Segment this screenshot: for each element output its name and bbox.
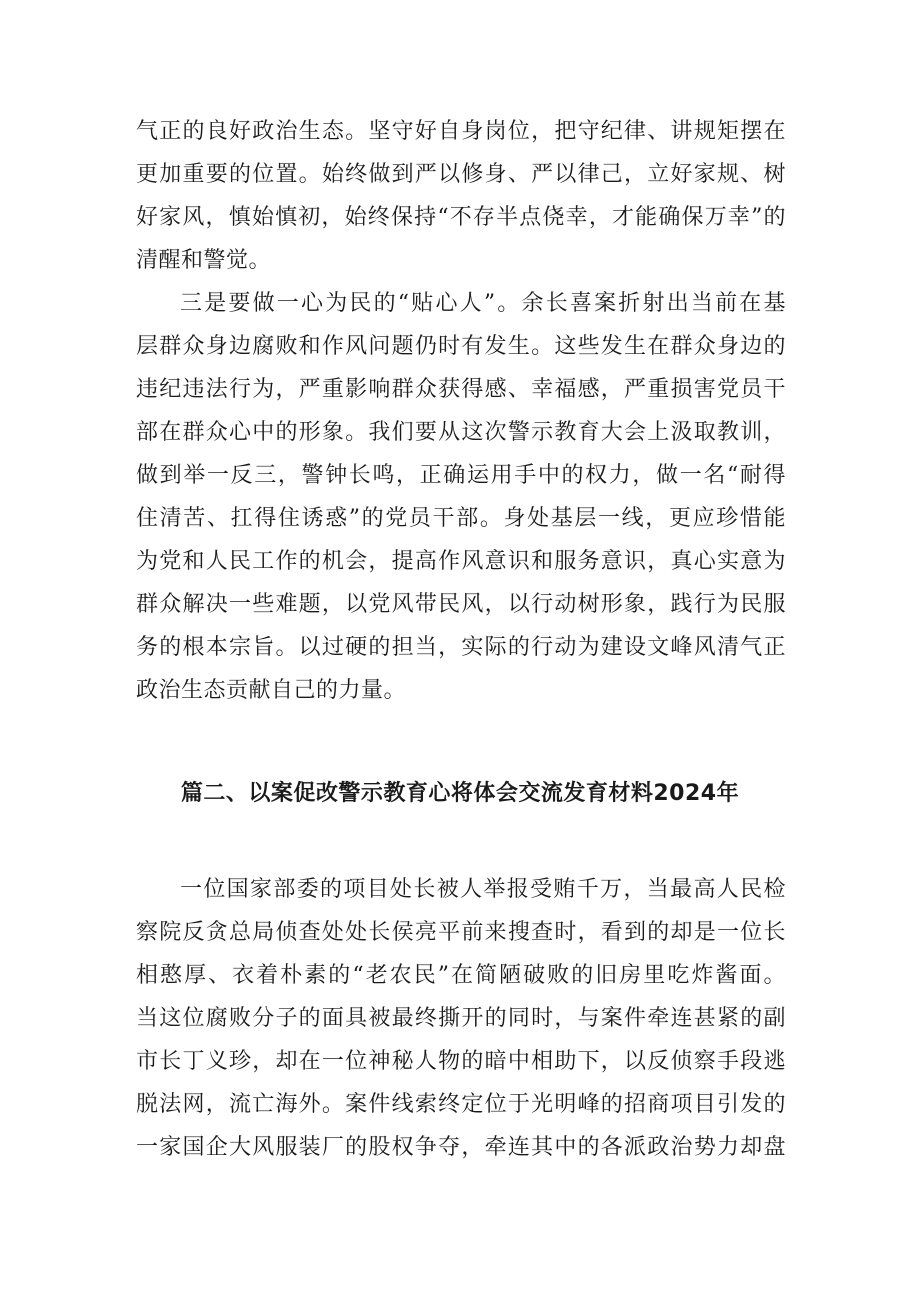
- paragraph-line: 部在群众心中的形象。我们要从这次警示教育大会上汲取教训，: [136, 420, 786, 445]
- paragraph-line: 察院反贪总局侦查处处长侯亮平前来搜查时，看到的却是一位长: [136, 920, 786, 945]
- paragraph-line: 一家国企大风服装厂的股权争夺，牵连其中的各派政治势力却盘: [136, 1135, 786, 1160]
- paragraph-line: 更加重要的位置。始终做到严以修身、严以律己，立好家规、树: [136, 162, 786, 187]
- paragraph-line: 层群众身边腐败和作风问题仍时有发生。这些发生在群众身边的: [136, 334, 786, 359]
- paragraph-line: 当这位腐败分子的面具被最终撕开的同时，与案件牵连甚紧的副: [136, 1006, 786, 1031]
- paragraph-line: 市长丁义珍，却在一位神秘人物的暗中相助下，以反侦察手段逃: [136, 1049, 786, 1074]
- paragraph-line: 气正的良好政治生态。坚守好自身岗位，把守纪律、讲规矩摆在: [136, 119, 786, 144]
- paragraph-line: 脱法网，流亡海外。案件线索终定位于光明峰的招商项目引发的: [136, 1092, 786, 1117]
- paragraph-line: 务的根本宗旨。以过硬的担当，实际的行动为建设文峰风清气正: [136, 635, 786, 660]
- paragraph-line: 做到举一反三，警钟长鸣，正确运用手中的权力，做一名“耐得: [136, 463, 786, 488]
- paragraph-line: 为党和人民工作的机会，提高作风意识和服务意识，真心实意为: [136, 549, 786, 574]
- paragraph-line: 群众解决一些难题，以党风带民风，以行动树形象，践行为民服: [136, 592, 786, 617]
- paragraph-line: 违纪违法行为，严重影响群众获得感、幸福感，严重损害党员干: [136, 377, 786, 402]
- paragraph-line: 好家风，慎始慎初，始终保持“不存半点侥幸，才能确保万幸”的: [136, 205, 786, 230]
- paragraph-line: 相憨厚、衣着朴素的“老农民”在简陋破败的旧房里吃炸酱面。: [136, 963, 786, 988]
- paragraph-line: 一位国家部委的项目处长被人举报受贿千万，当最高人民检: [180, 877, 786, 902]
- paragraph-line: 住清苦、扛得住诱惑”的党员干部。身处基层一线，更应珍惜能: [136, 506, 786, 531]
- paragraph-line: 清醒和警觉。: [136, 248, 272, 273]
- paragraph-line: 政治生态贡献自己的力量。: [136, 678, 407, 703]
- section-heading: 篇二、以案促改警示教育心将体会交流发育材料2024年: [180, 781, 740, 806]
- paragraph-line: 三是要做一心为民的“贴心人”。余长喜案折射出当前在基: [180, 291, 786, 316]
